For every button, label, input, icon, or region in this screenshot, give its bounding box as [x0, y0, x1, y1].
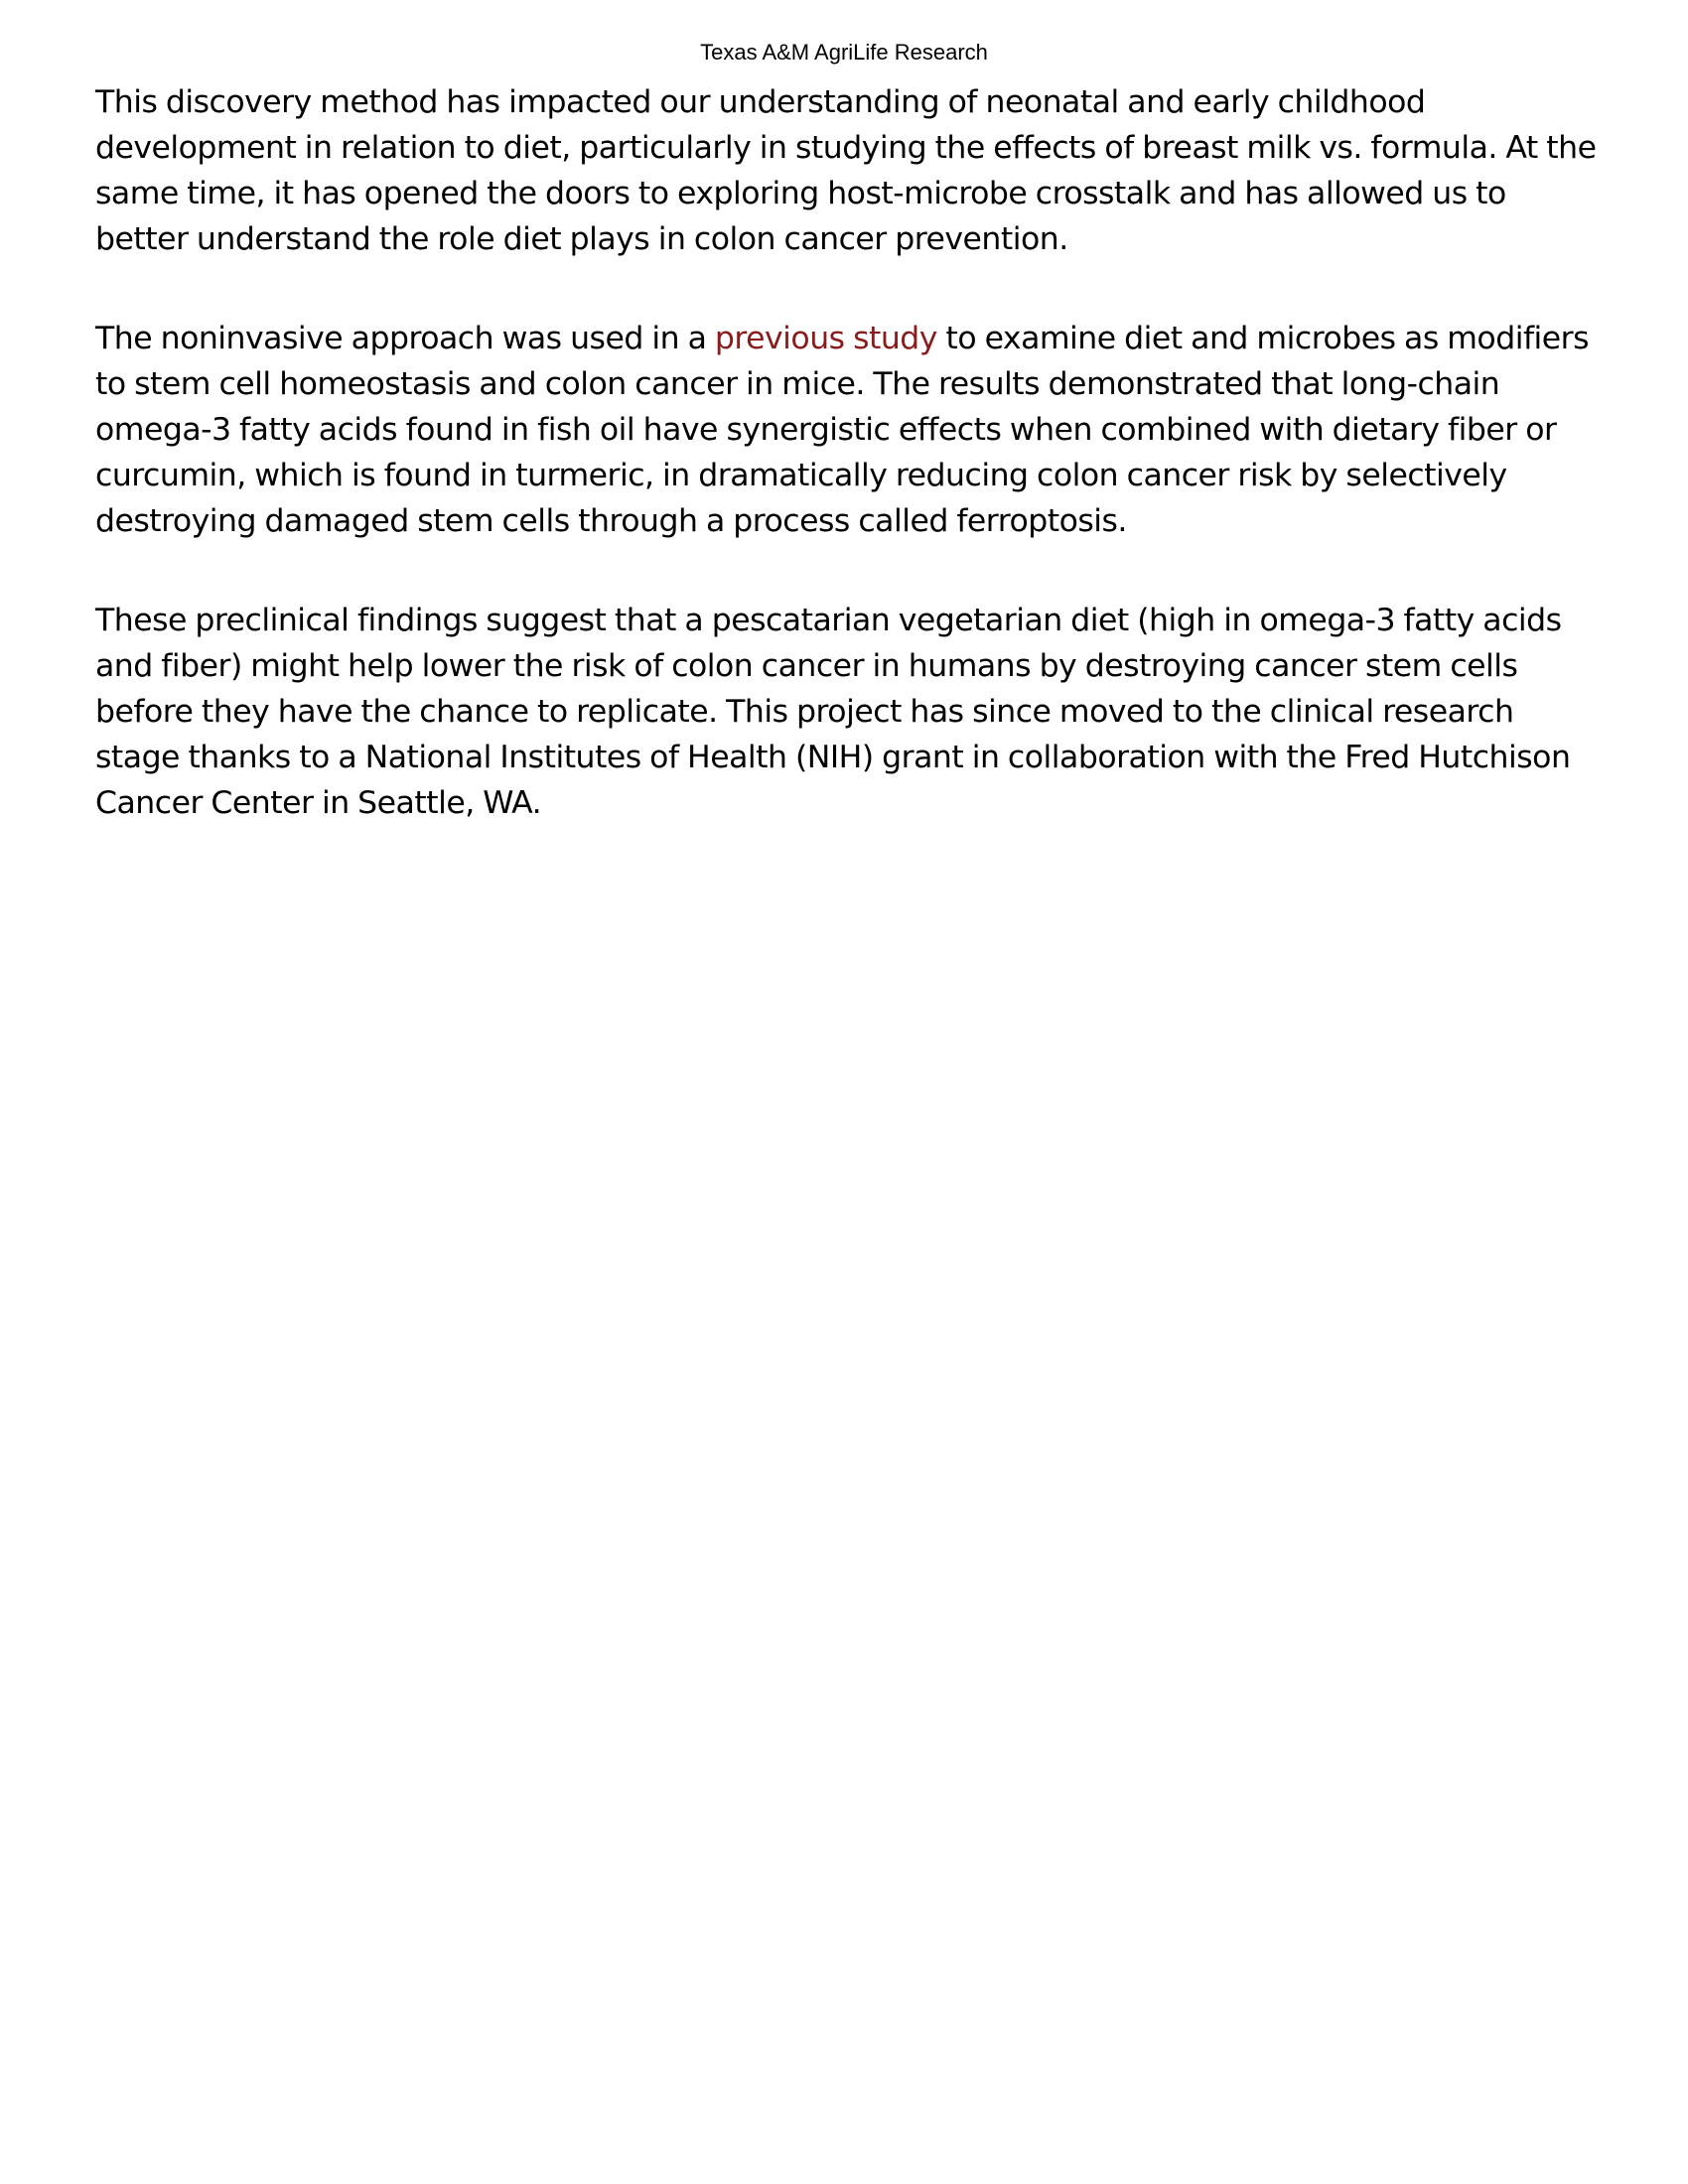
paragraph-preclinical-findings: These preclinical findings suggest that a pescatarian vegetarian diet (high in omega-3 fatty acids and fiber) might help lower the risk of colon cancer in humans by destroying cancer stem cells before they have the chance to replicate. This project has since moved to the clinical research stage thanks to a National Institutes of Health (NIH) grant in collaboration with the Fred Hutchison Cancer Center in Seattle, WA. [95, 603, 1571, 821]
paragraph-diet-development: This discovery method has impacted our understanding of neonatal and early childhood development in relation to diet, particularly in studying the effects of breast milk vs. formula. At the same time, it has opened the doors to exploring host-microbe crosstalk and has allowed us to better understand the role diet plays in colon cancer prevention. [95, 84, 1597, 257]
paragraph-previous-study [95, 316, 1605, 544]
running-header: Texas A&M AgriLife Research [700, 40, 988, 65]
previous-study-link[interactable]: previous study [714, 321, 937, 356]
paragraph-previous-study-lead: The noninvasive approach was used in a [95, 321, 715, 356]
paragraph-previous-study-rest: to examine diet and microbes as modifiers to stem cell homeostasis and colon cancer in mice. The results demonstrated that long-chain omega-3 fatty acids found in fish oil have synergistic effects when combined with dietary fiber or curcumin, which is found in turmeric, in dramatically reducing colon cancer risk by selectively destroying damaged stem cells through a process called ferroptosis. [95, 321, 1590, 539]
article-body [95, 79, 1605, 880]
